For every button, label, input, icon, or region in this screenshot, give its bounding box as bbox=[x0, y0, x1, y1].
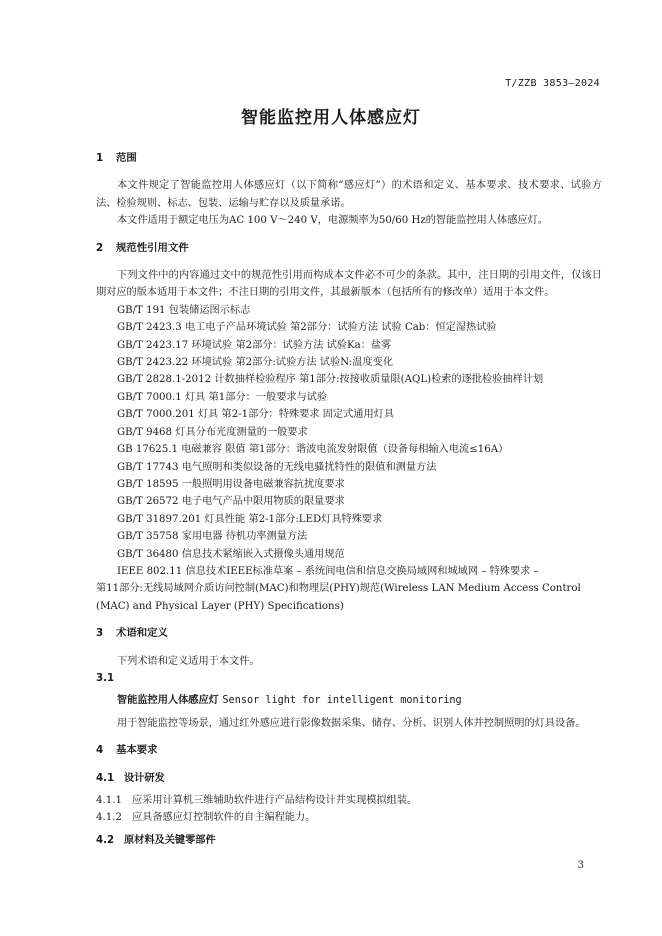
section-heading-2: 2 规范性引用文件 bbox=[96, 241, 189, 254]
reference-item: GB/T 36480 信息技术紧缩嵌入式摄像头通用规范 bbox=[117, 548, 345, 560]
section-heading-3: 3 术语和定义 bbox=[96, 627, 168, 640]
standard-number: T/ZZB 3853—2024 bbox=[505, 78, 600, 89]
clause-4-1-1: 4.1.1 应采用计算机三维辅助软件进行产品结构设计并实现模拟组装。 bbox=[96, 795, 418, 806]
reference-item: GB/T 2423.3 电工电子产品环境试验 第2部分：试验方法 试验 Cab：恒定湿热试验 bbox=[117, 322, 497, 334]
subsection-heading-4-1: 4.1 设计研发 bbox=[96, 772, 165, 784]
reference-item: GB/T 2828.1-2012 计数抽样检验程序 第1部分:按接收质量限(AQL)检索的逐批检验抽样计划 bbox=[117, 374, 544, 386]
section-heading-4: 4 基本要求 bbox=[96, 744, 158, 757]
reference-item: GB/T 2423.17 环境试验 第2部分：试验方法 试验Ka：盐雾 bbox=[117, 339, 392, 351]
reference-item: GB/T 18595 一般照明用设备电磁兼容抗扰度要求 bbox=[117, 478, 345, 490]
reference-item: GB/T 2423.22 环境试验 第2部分:试验方法 试验N:温度变化 bbox=[117, 357, 394, 369]
clause-4-1-2: 4.1.2 应具备感应灯控制软件的自主编程能力。 bbox=[96, 812, 316, 824]
reference-item: GB/T 7000.1 灯具 第1部分：一般要求与试验 bbox=[117, 391, 328, 403]
reference-item: GB/T 7000.201 灯具 第2-1部分：特殊要求 固定式通用灯具 bbox=[117, 409, 395, 421]
term-chinese: 智能监控用人体感应灯 bbox=[117, 695, 219, 707]
references-intro: 下列文件中的内容通过文中的规范性引用而构成本文件必不可少的条款。其中，注日期的引用文件，仅该日期对应的版本适用于本文件；不注日期的引用文件，其最新版本（包括所有的修改单）适用于本文件。 bbox=[96, 270, 602, 299]
scope-paragraph-2: 本文件适用于额定电压为AC 100 V～240 V，电源频率为50/60 Hz的智能监控用人体感应灯。 bbox=[117, 215, 548, 227]
term-english: Sensor light for intelligent monitoring bbox=[222, 695, 462, 707]
term-title bbox=[96, 692, 602, 709]
reference-item: GB/T 26572 电子电气产品中限用物质的限量要求 bbox=[117, 496, 345, 508]
reference-item-ieee-line-3: (MAC) and Physical Layer (PHY) Specifications) bbox=[96, 600, 344, 612]
reference-item: GB/T 9468 灯具分布光度测量的一般要求 bbox=[117, 426, 308, 438]
reference-item-ieee-line-1: IEEE 802.11 信息技术IEEE标准草案 – 系统间电信和信息交换局域网和城域网 – 特殊要求 – bbox=[117, 565, 539, 577]
reference-item-ieee-line-2: 第11部分:无线局域网介质访问控制(MAC)和物理层(PHY)规范(Wireless LAN Medium Access Control bbox=[96, 583, 581, 595]
reference-item: GB 17625.1 电磁兼容 限值 第1部分：谐波电流发射限值（设备每相输入电流≤16A） bbox=[117, 444, 509, 456]
scope-paragraph-1: 本文件规定了智能监控用人体感应灯（以下简称“感应灯”）的术语和定义、基本要求、技术要求、试验方法、检验规则、标志、包装、运输与贮存以及质量承诺。 bbox=[96, 180, 602, 209]
reference-item: GB/T 35758 家用电器 待机功率测量方法 bbox=[117, 531, 308, 543]
terms-intro: 下列术语和定义适用于本文件。 bbox=[117, 655, 260, 667]
reference-item: GB/T 31897.201 灯具性能 第2-1部分:LED灯具特殊要求 bbox=[117, 513, 383, 525]
term-number: 3.1 bbox=[96, 672, 115, 684]
document-body bbox=[96, 150, 602, 849]
reference-item: GB/T 191 包装储运图示标志 bbox=[117, 304, 251, 316]
term-definition: 用于智能监控等场景，通过红外感应进行影像数据采集、储存、分析、识别人体并控制照明的灯具设备。 bbox=[117, 717, 586, 729]
document-title: 智能监控用人体感应灯 bbox=[241, 108, 421, 128]
subsection-heading-4-2: 4.2 原材料及关键零部件 bbox=[96, 834, 216, 846]
section-heading-1: 1 范围 bbox=[96, 152, 137, 164]
page-number: 3 bbox=[577, 860, 584, 871]
reference-item: GB/T 17743 电气照明和类似设备的无线电骚扰特性的限值和测量方法 bbox=[117, 461, 437, 473]
